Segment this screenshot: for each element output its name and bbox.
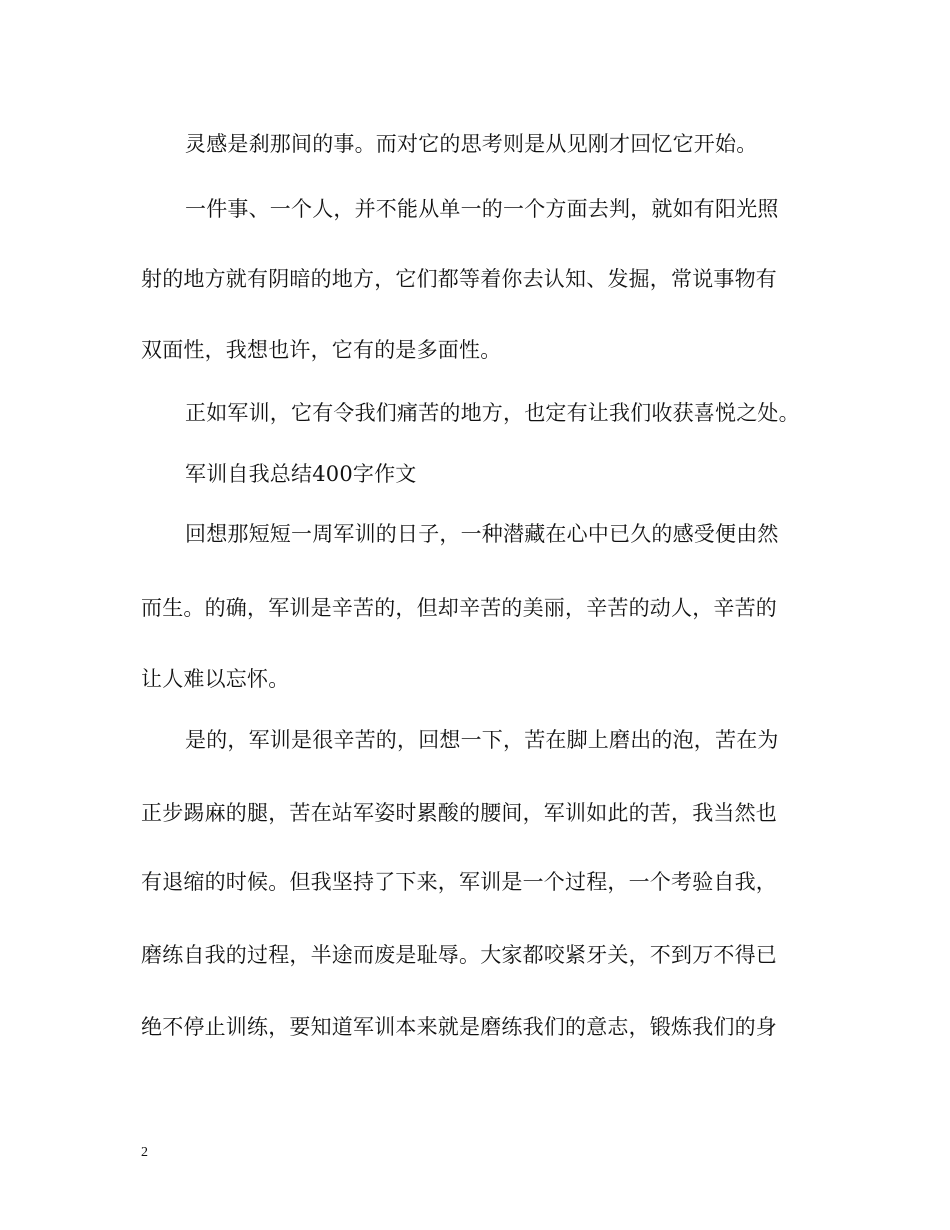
paragraph-line: 绝不停止训练，要知道军训本来就是磨练我们的意志，锻炼我们的身 [141, 1015, 777, 1039]
paragraph-line: 让人难以忘怀。 [141, 667, 290, 691]
paragraph-line: 磨练自我的过程，半途而废是耻辱。大家都咬紧牙关，不到万不得已 [141, 943, 777, 967]
section-heading: 军训自我总结400字作文 [185, 462, 417, 486]
paragraph-line: 双面性，我想也许，它有的是多面性。 [141, 338, 502, 362]
paragraph-line: 而生。的确，军训是辛苦的，但却辛苦的美丽，辛苦的动人，辛苦的 [141, 596, 777, 620]
paragraph-line: 一件事、一个人，并不能从单一的一个方面去判，就如有阳光照 [185, 197, 779, 221]
paragraph-line: 正步踢麻的腿，苦在站军姿时累酸的腰间，军训如此的苦，我当然也 [141, 801, 777, 825]
paragraph-line: 灵感是刹那间的事。而对它的思考则是从见刚才回忆它开始。 [185, 132, 758, 156]
paragraph-line: 回想那短短一周军训的日子，一种潜藏在心中已久的感受便由然 [185, 522, 779, 546]
paragraph-line: 射的地方就有阴暗的地方，它们都等着你去认知、发掘，常说事物有 [141, 267, 777, 291]
paragraph-line: 是的，军训是很辛苦的，回想一下，苦在脚上磨出的泡，苦在为 [185, 728, 779, 752]
page-number: 2 [141, 1145, 148, 1160]
paragraph-line: 正如军训，它有令我们痛苦的地方，也定有让我们收获喜悦之处。 [185, 401, 800, 425]
paragraph-line: 有退缩的时候。但我坚持了下来，军训是一个过程，一个考验自我， [141, 870, 777, 894]
